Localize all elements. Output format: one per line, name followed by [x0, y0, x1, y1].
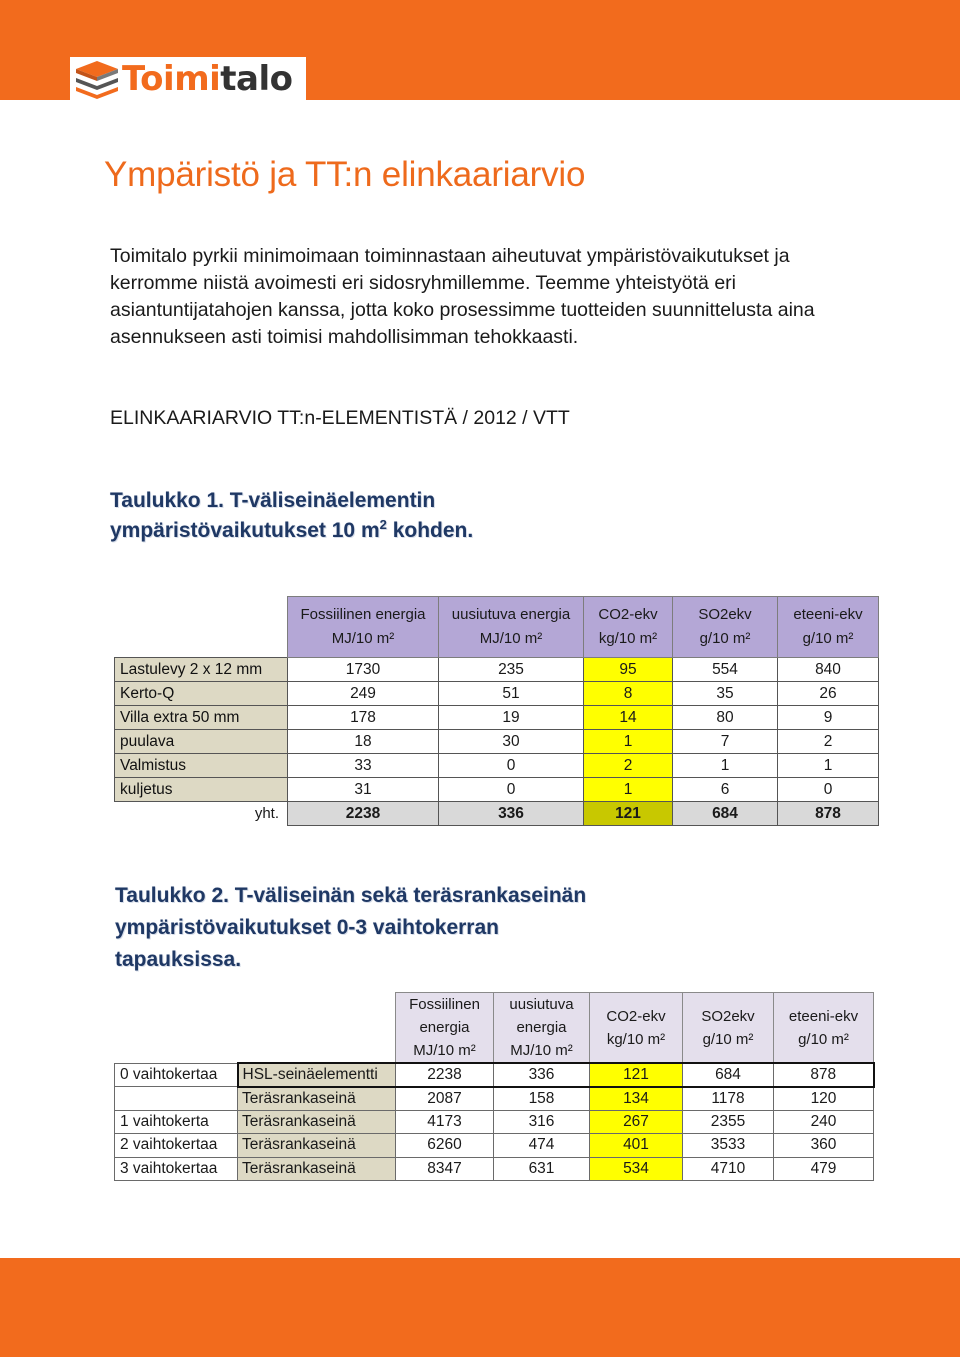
table-row [115, 1157, 874, 1181]
cell-value: 19 [439, 706, 584, 730]
table1-caption-tail: kohden. [386, 519, 474, 542]
cell-value: 360 [774, 1134, 874, 1158]
table1-header-fossil [288, 597, 439, 658]
cell-value-co2: 95 [584, 658, 673, 682]
header-line: eteeni-ekv [788, 1007, 859, 1025]
cell-value: 2087 [396, 1087, 494, 1111]
header-unit: MJ/10 m² [331, 630, 395, 647]
cell-value: 31 [288, 778, 439, 802]
cell-value: 80 [673, 706, 778, 730]
case-label: 0 vaihtokertaa [115, 1063, 238, 1087]
cell-value: 4173 [396, 1110, 494, 1134]
cell-value: 0 [439, 778, 584, 802]
intro-paragraph: Toimitalo pyrkii minimoimaan toiminnastaan aiheutuvat ympäristövaikutukset ja kerromme niistä avoimesti eri sidosryhmillemme. Teemme yhteistyötä eri asiantuntijatahojen kanssa, jotta koko prosessimme tuotteiden suunnittelusta aina asennukseen asti toimisi mahdollisimman tehokkaasti. [110, 245, 815, 348]
table1-caption-text: Taulukko 1. T-väliseinäelementin ympäristövaikutukset 10 m [110, 489, 436, 542]
header-unit: MJ/10 m² [413, 1042, 476, 1059]
cell-value: 2238 [396, 1063, 494, 1087]
table1-header-row [115, 597, 879, 658]
header-line: uusiutuva [509, 996, 574, 1013]
cell-value: 1 [673, 754, 778, 778]
table2-header-ethene [774, 993, 874, 1064]
brand-name-part1: Toimi [122, 59, 221, 99]
brand-wordmark [122, 57, 293, 101]
cell-value: 631 [494, 1157, 590, 1181]
header-line: SO2ekv [701, 1007, 755, 1025]
wall-type-label: HSL-seinäelementti [238, 1063, 396, 1087]
cell-value-co2: 401 [590, 1134, 683, 1158]
row-label: puulava [115, 730, 288, 754]
cell-value: 3533 [683, 1134, 774, 1158]
cell-value: 51 [439, 682, 584, 706]
case-label: 2 vaihtokertaa [115, 1134, 238, 1158]
table1-caption-superscript: 2 [379, 517, 387, 532]
cell-value: 120 [774, 1087, 874, 1111]
cell-value-co2: 1 [584, 730, 673, 754]
table-row [115, 1063, 874, 1087]
total-value: 878 [778, 802, 879, 826]
cell-value: 30 [439, 730, 584, 754]
table2-header-co2 [590, 993, 683, 1064]
table-row [115, 754, 879, 778]
cell-value: 249 [288, 682, 439, 706]
cell-value: 878 [774, 1063, 874, 1087]
total-value: 2238 [288, 802, 439, 826]
table1-total-row [115, 802, 879, 826]
case-label [115, 1087, 238, 1111]
header-unit: g/10 m² [802, 630, 854, 647]
header-unit: g/10 m² [699, 630, 751, 647]
table2-caption: Taulukko 2. T-väliseinän sekä teräsrankaseinän ympäristövaikutukset 0-3 vaihtokerran tapauksissa. [115, 884, 587, 971]
table1 [114, 596, 879, 826]
table2-corner [238, 993, 396, 1064]
header-line: CO2-ekv [598, 606, 658, 623]
header-line: uusiutuva energia [451, 606, 571, 623]
cell-value: 8347 [396, 1157, 494, 1181]
row-label: Kerto-Q [115, 682, 288, 706]
table-row [115, 1134, 874, 1158]
case-label: 3 vaihtokertaa [115, 1157, 238, 1181]
cell-value: 2 [778, 730, 879, 754]
header-line: Fossiilinen [409, 996, 480, 1013]
cell-value: 1 [778, 754, 879, 778]
header-unit: MJ/10 m² [510, 1042, 573, 1059]
cell-value-co2: 1 [584, 778, 673, 802]
bottom-banner [0, 1258, 960, 1357]
table-row [115, 730, 879, 754]
report-reference: ELINKAARIARVIO TT:n-ELEMENTISTÄ / 2012 / VTT [110, 407, 570, 429]
header-line: Fossiilinen energia [300, 606, 426, 623]
table1-header-co2 [584, 597, 673, 658]
cell-value-co2: 14 [584, 706, 673, 730]
table-row [115, 658, 879, 682]
cell-value: 35 [673, 682, 778, 706]
table2 [114, 992, 875, 1181]
total-label: yht. [254, 805, 279, 823]
cell-value: 554 [673, 658, 778, 682]
brand-name-part2: talo [220, 59, 293, 99]
cell-value: 4710 [683, 1157, 774, 1181]
cell-value: 235 [439, 658, 584, 682]
cell-value: 9 [778, 706, 879, 730]
wall-type-label: Teräsrankaseinä [238, 1110, 396, 1134]
cell-value: 336 [494, 1063, 590, 1087]
cell-value: 840 [778, 658, 879, 682]
wall-type-label: Teräsrankaseinä [238, 1134, 396, 1158]
table-row [115, 1087, 874, 1111]
total-value: 336 [439, 802, 584, 826]
cell-value: 178 [288, 706, 439, 730]
table1-header-so2 [673, 597, 778, 658]
cell-value-co2: 2 [584, 754, 673, 778]
cell-value: 6 [673, 778, 778, 802]
header-unit: kg/10 m² [598, 630, 658, 647]
cell-value: 1730 [288, 658, 439, 682]
header-line: energia [419, 1019, 470, 1036]
header-line: eteeni-ekv [793, 606, 863, 623]
table-row [115, 778, 879, 802]
cell-value: 26 [778, 682, 879, 706]
cell-value: 1178 [683, 1087, 774, 1111]
cell-value: 316 [494, 1110, 590, 1134]
cell-value: 158 [494, 1087, 590, 1111]
table1-header-ethene [778, 597, 879, 658]
cell-value: 0 [778, 778, 879, 802]
header-unit: kg/10 m² [606, 1030, 666, 1048]
cell-value: 18 [288, 730, 439, 754]
cell-value: 7 [673, 730, 778, 754]
cell-value: 684 [683, 1063, 774, 1087]
table-row [115, 682, 879, 706]
table2-header-fossil [396, 993, 494, 1064]
header-line: CO2-ekv [606, 1007, 666, 1025]
cell-value: 479 [774, 1157, 874, 1181]
header-line: SO2ekv [698, 606, 752, 623]
cell-value-co2: 267 [590, 1110, 683, 1134]
total-value: 684 [673, 802, 778, 826]
cell-value-co2: 534 [590, 1157, 683, 1181]
cell-value: 6260 [396, 1134, 494, 1158]
table-row [115, 1110, 874, 1134]
wall-type-label: Teräsrankaseinä [238, 1157, 396, 1181]
page-title: Ympäristö ja TT:n elinkaariarvio [104, 155, 586, 194]
table1-corner [115, 597, 288, 658]
header-line: energia [516, 1019, 567, 1036]
row-label: Valmistus [115, 754, 288, 778]
cell-value: 474 [494, 1134, 590, 1158]
row-label: kuljetus [115, 778, 288, 802]
cell-value-co2: 8 [584, 682, 673, 706]
stacked-layers-logo-icon [72, 57, 122, 101]
table2-header-so2 [683, 993, 774, 1064]
case-label: 1 vaihtokerta [115, 1110, 238, 1134]
table-row [115, 706, 879, 730]
cell-value-co2: 121 [590, 1063, 683, 1087]
table2-header-row [115, 993, 874, 1064]
cell-value: 2355 [683, 1110, 774, 1134]
header-unit: MJ/10 m² [479, 630, 543, 647]
total-value-co2: 121 [584, 802, 673, 826]
wall-type-label: Teräsrankaseinä [238, 1087, 396, 1111]
cell-value: 0 [439, 754, 584, 778]
row-label: Villa extra 50 mm [115, 706, 288, 730]
table1-header-renewable [439, 597, 584, 658]
cell-value: 240 [774, 1110, 874, 1134]
header-unit: g/10 m² [798, 1030, 849, 1048]
toimitalo-logo [70, 57, 306, 101]
table1-caption [110, 486, 580, 546]
cell-value-co2: 134 [590, 1087, 683, 1111]
row-label: Lastulevy 2 x 12 mm [115, 658, 288, 682]
cell-value: 33 [288, 754, 439, 778]
table2-corner [115, 993, 238, 1064]
header-unit: g/10 m² [702, 1030, 754, 1048]
table2-header-renewable [494, 993, 590, 1064]
